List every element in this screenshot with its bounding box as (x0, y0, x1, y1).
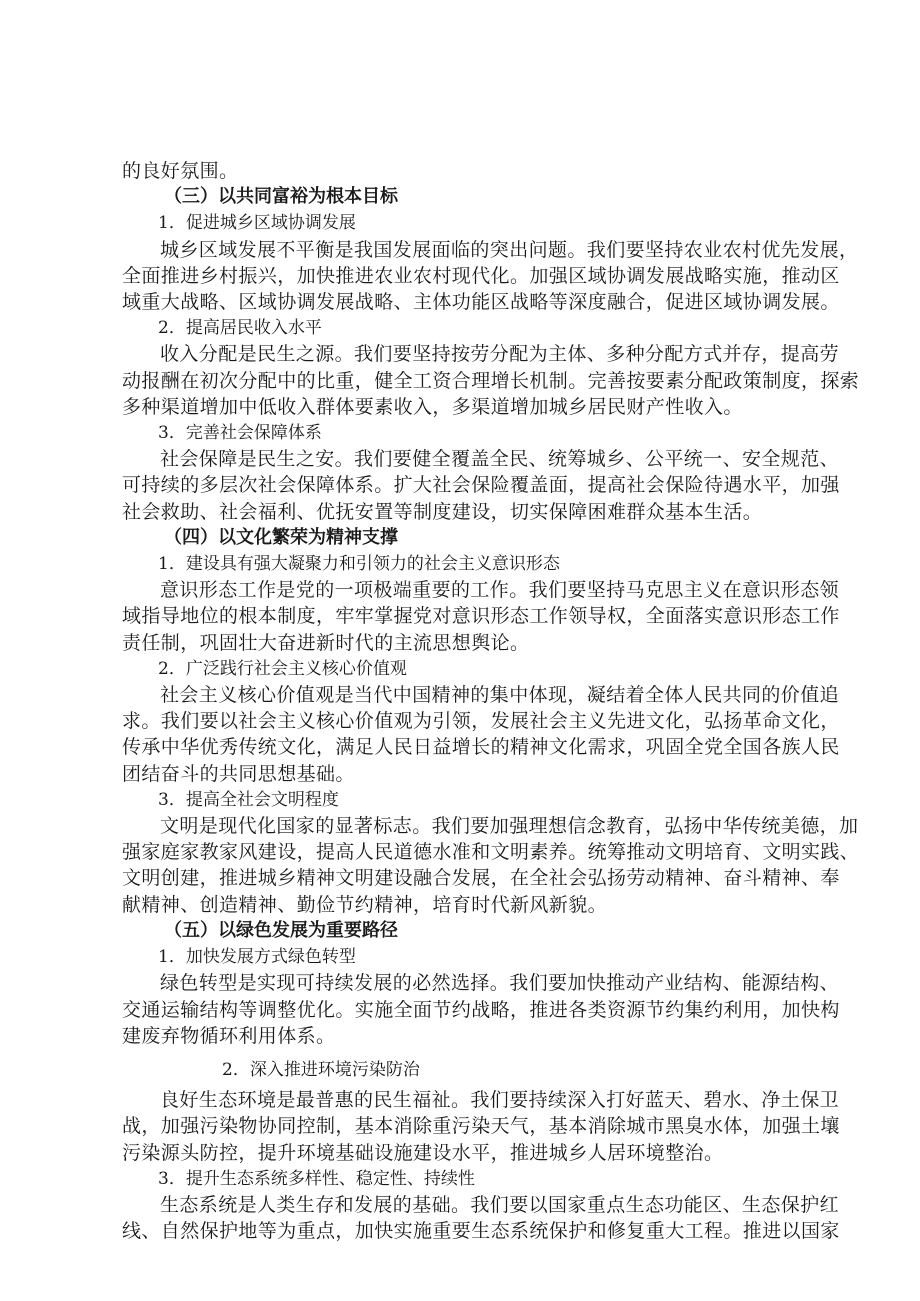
paragraph-line: 收入分配是民生之源。我们要坚持按劳分配为主体、多种分配方式并存，提高劳 (160, 343, 840, 366)
paragraph-line: 献精神、创造精神、勤俭节约精神，培育时代新风新貌。 (122, 893, 608, 916)
paragraph-line: 社会主义核心价值观是当代中国精神的集中体现，凝结着全体人民共同的价值追 (160, 684, 840, 707)
section-heading-5: （五）以绿色发展为重要路径 (164, 919, 398, 941)
paragraph-line: 城乡区域发展不平衡是我国发展面临的突出问题。我们要坚持农业农村优先发展， (160, 238, 859, 261)
paragraph-line: 全面推进乡村振兴，加快推进农业农村现代化。加强区域协调发展战略实施，推动区 (122, 264, 840, 287)
paragraph-line: 文明创建，推进城乡精神文明建设融合发展，在全社会弘扬劳动精神、奋斗精神、奉 (122, 867, 840, 890)
paragraph (122, 577, 840, 656)
paragraph (122, 341, 860, 420)
paragraph-line: 责任制，巩固壮大奋进新时代的主流思想舆论。 (122, 631, 530, 654)
paragraph-line: 交通运输结构等调整优化。实施全面节约战略，推进各类资源节约集约利用，加快构 (122, 998, 840, 1021)
paragraph (122, 1087, 840, 1166)
paragraph-line: 战，加强污染物协同控制，基本消除重污染天气，基本消除城市黑臭水体，加强土壤 (122, 1115, 840, 1138)
paragraph-line: 社会救助、社会福利、优抚安置等制度建设，切实保障困难群众基本生活。 (122, 500, 763, 523)
paragraph (122, 813, 860, 918)
paragraph (122, 237, 859, 316)
paragraph-line: 的良好氛围。 (122, 160, 239, 182)
section-heading-4: （四）以文化繁荣为精神支撑 (164, 526, 398, 548)
item-title: 3．完善社会保障体系 (158, 423, 322, 444)
paragraph-line: 社会保障是民生之安。我们要健全覆盖全民、统筹城乡、公平统一、安全规范、 (160, 448, 840, 471)
paragraph-line: 文明是现代化国家的显著标志。我们要加强理想信念教育，弘扬中华传统美德，加 (160, 815, 859, 838)
item-title: 3．提高全社会文明程度 (158, 789, 339, 810)
paragraph-line: 域重大战略、区域协调发展战略、主体功能区战略等深度融合，促进区域协调发展。 (122, 291, 840, 314)
paragraph-line: 可持续的多层次社会保障体系。扩大社会保险覆盖面，提高社会保险待遇水平，加强 (122, 474, 840, 497)
item-title: 3．提升生态系统多样性、稳定性、持续性 (158, 1168, 475, 1189)
paragraph-line: 绿色转型是实现可持续发展的必然选择。我们要加快推动产业结构、能源结构、 (160, 972, 840, 995)
paragraph-line: 团结奋斗的共同思想基础。 (122, 762, 355, 785)
paragraph-line: 强家庭家教家风建设，提高人民道德水准和文明素养。统筹推动文明培育、文明实践、 (122, 841, 860, 864)
paragraph (122, 446, 840, 525)
paragraph-line: 建废弃物循环利用体系。 (122, 1024, 336, 1047)
paragraph-line: 域指导地位的根本制度，牢牢掌握党对意识形态工作领导权，全面落实意识形态工作 (122, 605, 840, 628)
paragraph-line: 污染源头防控，提升环境基础设施建设水平，推进城乡人居环境整治。 (122, 1141, 724, 1164)
paragraph-line: 生态系统是人类生存和发展的基础。我们要以国家重点生态功能区、生态保护红 (160, 1193, 840, 1216)
paragraph (122, 682, 840, 787)
item-title: 2．深入推进环境污染防治 (222, 1059, 420, 1080)
item-title: 1．促进城乡区域协调发展 (158, 213, 356, 234)
item-title: 2．广泛践行社会主义核心价值观 (158, 658, 407, 679)
paragraph-line: 动报酬在初次分配中的比重，健全工资合理增长机制。完善按要素分配政策制度，探索 (122, 369, 860, 392)
paragraph-line: 良好生态环境是最普惠的民生福祉。我们要持续深入打好蓝天、碧水、净土保卫 (160, 1089, 840, 1112)
paragraph-line: 求。我们要以社会主义核心价值观为引领，发展社会主义先进文化，弘扬革命文化， (122, 710, 840, 733)
paragraph (122, 1192, 840, 1244)
item-title: 1．加快发展方式绿色转型 (158, 947, 356, 968)
paragraph-line: 传承中华优秀传统文化，满足人民日益增长的精神文化需求，巩固全党全国各族人民 (122, 736, 840, 759)
document-page (122, 158, 860, 1244)
item-title: 2．提高居民收入水平 (158, 318, 322, 339)
paragraph (122, 970, 840, 1049)
paragraph-line: 多种渠道增加中低收入群体要素收入，多渠道增加城乡居民财产性收入。 (122, 395, 743, 418)
paragraph-line: 线、自然保护地等为重点，加快实施重要生态系统保护和修复重大工程。推进以国家 (122, 1220, 840, 1243)
section-heading-3: （三）以共同富裕为根本目标 (164, 186, 398, 208)
paragraph-line: 意识形态工作是党的一项极端重要的工作。我们要坚持马克思主义在意识形态领 (160, 579, 840, 602)
item-title: 1．建设具有强大凝聚力和引领力的社会主义意识形态 (158, 554, 560, 575)
